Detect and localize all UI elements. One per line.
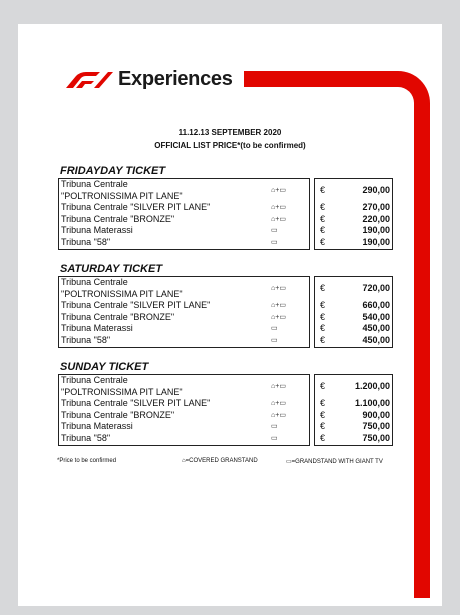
row-name: "POLTRONISSIMA PIT LANE" [61,288,183,299]
saturday-price-table [314,276,393,348]
table-row [59,237,309,249]
covered-giant-tv-icon: ⌂+▭ [271,411,286,419]
price-value: 220,00 [362,213,390,224]
row-name: "POLTRONISSIMA PIT LANE" [61,386,183,397]
price-value: 900,00 [362,409,390,420]
section-title-friday: FRIDAYDAY TICKET [60,165,166,177]
covered-giant-tv-icon: ⌂+▭ [271,400,286,408]
row-name: Tribuna Centrale "SILVER PIT LANE" [61,300,211,311]
red-curve [374,71,430,151]
section-title-saturday: SATURDAY TICKET [60,263,163,275]
price-row [315,433,392,445]
price-value: 1.200,00 [354,381,390,391]
covered-giant-tv-icon: ⌂+▭ [271,215,286,223]
price-value: 1.100,00 [354,398,390,409]
price-value: 540,00 [362,311,390,322]
covered-granstand-legend: ⌂=COVERED GRANSTAND [182,458,258,464]
f1-logo-mark [64,70,114,88]
row-name: Tribuna "58" [61,334,111,345]
section-title-sunday: SUNDAY TICKET [60,361,149,373]
table-row [59,433,309,445]
giant-tv-icon: ▭ [271,227,278,235]
price-value: 750,00 [362,421,390,432]
euro-sign: € [320,202,326,213]
row-name: Tribuna Materassi [61,421,133,432]
sunday-price-table [314,374,393,446]
row-name: Tribuna Materassi [61,225,133,236]
table-row [59,300,309,312]
row-name: Tribuna Centrale "BRONZE" [61,409,175,420]
giant-tv-icon: ▭ [271,238,278,246]
row-name: Tribuna "58" [61,236,111,247]
sunday-ticket-table [58,374,310,446]
euro-sign: € [320,381,326,391]
covered-giant-tv-icon: ⌂+▭ [271,285,286,292]
row-name: Tribuna "58" [61,432,111,443]
price-value: 750,00 [362,432,390,443]
price-row [315,202,392,214]
euro-sign: € [320,398,326,409]
euro-sign: € [320,409,326,420]
euro-sign: € [320,185,326,195]
price-row [315,179,392,202]
price-value: 190,00 [362,236,390,247]
price-row [315,335,392,347]
giant-tv-legend: ▭=GRANDSTAND WITH GIANT TV [286,459,383,465]
row-name: Tribuna Centrale [61,375,128,385]
price-row [315,312,392,324]
table-row [59,179,309,202]
covered-giant-tv-icon: ⌂+▭ [271,313,286,321]
friday-price-table [314,178,393,250]
saturday-ticket-table [58,276,310,348]
euro-sign: € [320,213,326,224]
euro-sign: € [320,300,326,311]
red-side-stripe [414,140,430,598]
row-name: Tribuna Centrale "BRONZE" [61,213,175,224]
table-row [59,375,309,398]
price-row [315,277,392,300]
price-value: 190,00 [362,225,390,236]
table-row [59,421,309,433]
table-row [59,410,309,422]
euro-sign: € [320,236,326,247]
giant-tv-icon: ▭ [271,434,278,442]
f1-logo [64,68,233,90]
price-row [315,323,392,335]
price-value: 660,00 [362,300,390,311]
price-value: 290,00 [362,185,390,195]
price-value: 720,00 [362,283,390,293]
table-row [59,323,309,335]
price-value: 450,00 [362,334,390,345]
price-row [315,300,392,312]
price-footnote: *Price to be confirmed [57,458,117,464]
table-row [59,225,309,237]
euro-sign: € [320,323,326,334]
price-row [315,410,392,422]
friday-ticket-table [58,178,310,250]
table-row [59,277,309,300]
table-row [59,335,309,347]
table-row [59,214,309,226]
euro-sign: € [320,225,326,236]
euro-sign: € [320,283,326,293]
price-row [315,225,392,237]
brand-title: Experiences [118,67,233,90]
euro-sign: € [320,421,326,432]
price-row [315,214,392,226]
euro-sign: € [320,311,326,322]
price-row [315,237,392,249]
row-name: Tribuna Centrale [61,277,128,287]
row-name: Tribuna Materassi [61,323,133,334]
covered-giant-tv-icon: ⌂+▭ [271,383,286,390]
official-price-note: OFFICIAL LIST PRICE*(to be confirmed) [154,141,306,150]
covered-giant-tv-icon: ⌂+▭ [271,302,286,310]
row-name: "POLTRONISSIMA PIT LANE" [61,190,183,201]
giant-tv-icon: ▭ [271,423,278,431]
covered-giant-tv-icon: ⌂+▭ [271,187,286,194]
event-dates: 11.12.13 SEPTEMBER 2020 [178,128,282,137]
price-value: 450,00 [362,323,390,334]
table-row [59,202,309,214]
price-row [315,398,392,410]
price-row [315,421,392,433]
row-name: Tribuna Centrale [61,179,128,189]
row-name: Tribuna Centrale "SILVER PIT LANE" [61,398,211,409]
price-value: 270,00 [362,202,390,213]
giant-tv-icon: ▭ [271,336,278,344]
table-row [59,398,309,410]
covered-giant-tv-icon: ⌂+▭ [271,204,286,212]
row-name: Tribuna Centrale "BRONZE" [61,311,175,322]
table-row [59,312,309,324]
row-name: Tribuna Centrale "SILVER PIT LANE" [61,202,211,213]
euro-sign: € [320,334,326,345]
euro-sign: € [320,432,326,443]
price-row [315,375,392,398]
giant-tv-icon: ▭ [271,325,278,333]
